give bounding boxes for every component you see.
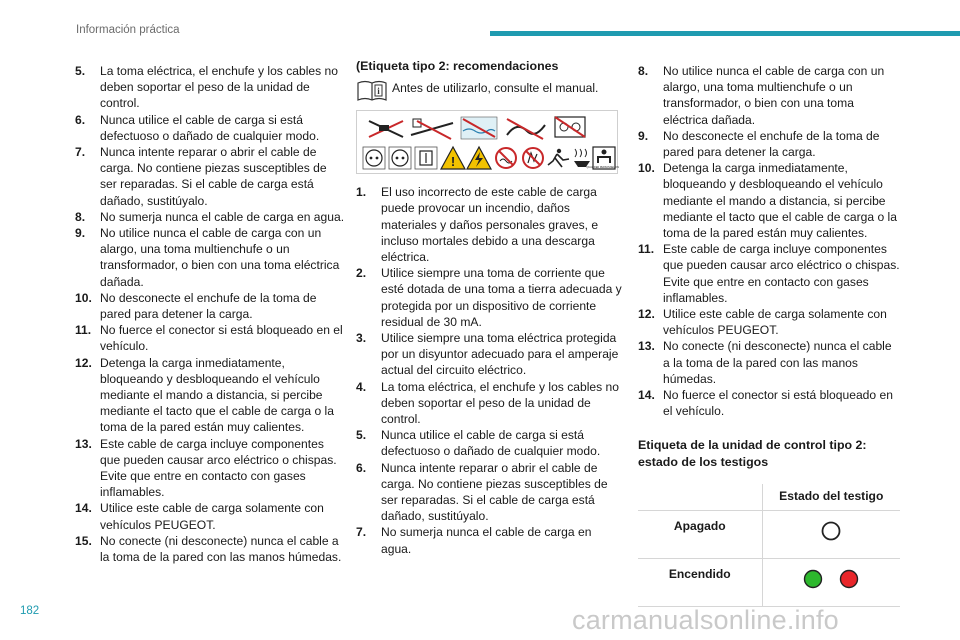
list-item-text: Nunca utilice el cable de carga si está defectuoso o dañado de cualquier modo. — [100, 112, 320, 143]
column-right — [638, 63, 900, 607]
list-item-text: La toma eléctrica, el enchufe y los cables no deben soportar el peso de la unidad de control. — [381, 379, 619, 427]
list-item-text: La toma eléctrica, el enchufe y los cables no deben soportar el peso de la unidad de control. — [100, 64, 338, 111]
list-item-text: No conecte (ni desconecte) nunca el cable a la toma de la pared con las manos húmedas. — [663, 339, 892, 386]
list-item — [75, 209, 345, 225]
header-accent-bar — [490, 31, 960, 36]
list-item — [638, 128, 900, 160]
list-item-number: 13. — [638, 339, 655, 354]
book-info-icon — [356, 80, 388, 102]
list-item-number: 11. — [638, 242, 655, 257]
svg-text:!: ! — [450, 154, 456, 170]
list-item — [75, 500, 345, 532]
list-item — [638, 160, 900, 241]
list-item-text: No utilice nunca el cable de carga con un alargo, una toma multienchufe o un transformador, o bien con una toma eléctrica dañada. — [100, 226, 340, 289]
list-item-number: 14. — [638, 388, 655, 403]
list-item-text: Detenga la carga inmediatamente, bloqueando y desbloqueando el vehículo mediante el mando a distancia, si percibe mediante el tacto que el cable de carga o la toma de la pared están muy calientes. — [100, 355, 334, 435]
list-item-number: 7. — [75, 145, 86, 160]
table-row — [638, 511, 900, 559]
list-item-text: No desconecte el enchufe de la toma de pared para detener la carga. — [100, 290, 317, 322]
lamp-cell-on — [762, 559, 900, 607]
row-label-on: Encendido — [638, 559, 762, 607]
list-item — [638, 338, 900, 387]
list-item-number: 11. — [75, 323, 92, 338]
list-item-number: 9. — [638, 128, 649, 143]
list-item — [75, 144, 345, 209]
list-item — [75, 63, 345, 112]
no-damaged-cable-icon — [507, 119, 545, 139]
hot-surface-icon — [574, 149, 590, 167]
list-item — [638, 306, 900, 338]
list-item-text: No desconecte el enchufe de la toma de pared para detener la carga. — [663, 128, 880, 160]
list-item — [356, 265, 622, 330]
list-item-text: Utilice siempre una toma de corriente que esté dotada de una toma a tierra adecuada y protegida por un dispositivo de corriente residual de 30 mA. — [381, 266, 622, 329]
list-item — [75, 290, 345, 322]
list-item-number: 4. — [356, 379, 367, 394]
svg-text:QUALIFIED PERSONNEL ONLY: QUALIFIED PERSONNEL ONLY — [586, 166, 619, 170]
qualified-personnel-icon — [587, 147, 619, 169]
manual-notice — [356, 80, 622, 102]
list-item — [356, 330, 622, 379]
lamp-cell-off — [762, 511, 900, 559]
list-item-text: No sumerja nunca el cable de carga en agua. — [100, 209, 345, 224]
manual-notice-text: Antes de utilizarlo, consulte el manual. — [392, 81, 599, 96]
no-water-circle-icon — [496, 148, 516, 168]
breaker-icon — [415, 147, 437, 169]
table-header-blank — [638, 484, 762, 511]
list-item-number: 7. — [356, 525, 367, 540]
list-item-text: Utilice este cable de carga solamente con vehículos PEUGEOT. — [663, 307, 887, 338]
list-item — [356, 184, 622, 265]
list-item-text: Nunca intente reparar o abrir el cable de carga. No contiene piezas susceptibles de ser reparadas. Si el cable de carga está dañado, sustitúyalo. — [381, 460, 608, 524]
lamp-red-icon — [841, 571, 858, 588]
list-item-number: 12. — [638, 307, 655, 322]
list-item-number: 6. — [75, 112, 86, 127]
list-item-text: Utilice siempre una toma eléctrica protegida por un disyuntor adecuado para el amperaje actual del circuito eléctrico. — [381, 331, 619, 378]
svg-text:i: i — [377, 86, 380, 97]
table-row — [638, 559, 900, 607]
list-item — [356, 379, 622, 428]
list-item-number: 12. — [75, 355, 92, 370]
list-item-text: Este cable de carga incluye componentes que pueden causar arco eléctrico o chispas. Evite que entre en contacto con gases inflamables. — [100, 436, 337, 500]
list-item-number: 5. — [75, 64, 86, 78]
list-item — [638, 63, 900, 128]
watermark: carmanualsonline.info — [572, 605, 839, 635]
no-water-icon — [461, 117, 497, 139]
list-item-text: No fuerce el conector si está bloqueado en el vehículo. — [663, 388, 893, 419]
list-item-number: 8. — [638, 64, 649, 78]
no-damaged-socket-icon — [555, 117, 585, 137]
list-item-number: 15. — [75, 533, 92, 548]
list-item — [75, 112, 345, 144]
list-item-number: 8. — [75, 209, 86, 224]
list-item — [638, 387, 900, 419]
list-item-number: 13. — [75, 436, 92, 451]
list-item — [75, 225, 345, 290]
list-item-text: Detenga la carga inmediatamente, bloqueando y desbloqueando el vehículo mediante el mando a distancia, si percibe mediante el tacto que el cable de carga o la toma de la pared están muy calientes. — [663, 161, 897, 241]
list-item-number: 10. — [638, 161, 655, 176]
warning-label-icons — [356, 110, 618, 174]
no-adapter-icon — [411, 119, 453, 139]
no-hands-wet-icon — [523, 148, 543, 168]
list-item-number: 14. — [75, 501, 92, 516]
section-title-control-unit: Etiqueta de la unidad de control tipo 2: estado de los testigos — [638, 438, 867, 469]
list-item-text: No utilice nunca el cable de carga con un alargo, una toma multienchufe o un transformador, o bien con una toma eléctrica dañada. — [663, 64, 885, 127]
lamp-green-icon — [805, 571, 822, 588]
list-item — [356, 427, 622, 459]
lamp-off-icon — [823, 523, 840, 540]
list-item-text: Este cable de carga incluye componentes que pueden causar arco eléctrico o chispas. Evite que entre en contacto con gases inflamables. — [663, 242, 900, 305]
no-extension-cord-icon — [369, 121, 403, 137]
list-item-number: 6. — [356, 460, 367, 475]
column-middle — [356, 59, 622, 557]
page-number: 182 — [20, 605, 40, 617]
row-label-off: Apagado — [638, 511, 762, 559]
list-item-number: 9. — [75, 226, 86, 241]
list-item — [356, 460, 622, 525]
list-item-text: Nunca utilice el cable de carga si está defectuoso o dañado de cualquier modo. — [381, 428, 601, 459]
list-item — [356, 524, 622, 556]
warning-triangle-icon — [441, 147, 465, 169]
list-item — [75, 436, 345, 501]
header-section-title: Información práctica — [76, 24, 180, 36]
trip-hazard-icon — [548, 149, 569, 167]
table-header-status: Estado del testigo — [762, 484, 900, 511]
list-item-text: No fuerce el conector si está bloqueado en el vehículo. — [100, 323, 343, 354]
list-item-text: Nunca intente reparar o abrir el cable de carga. No contiene piezas susceptibles de ser reparadas. Si el cable de carga está dañado, sustitúyalo. — [100, 145, 327, 208]
electric-shock-triangle-icon — [467, 147, 491, 169]
list-item-text: El uso incorrecto de este cable de carga puede provocar un incendio, daños materiales y daños personales graves, e incluso mortales debido a una descarga eléctrica. — [381, 185, 599, 265]
list-item — [75, 533, 345, 565]
list-item-number: 1. — [356, 185, 367, 200]
list-item-number: 2. — [356, 266, 367, 281]
list-item-text: Utilice este cable de carga solamente con vehículos PEUGEOT. — [100, 501, 324, 532]
list-item — [75, 322, 345, 354]
list-item-number: 3. — [356, 331, 367, 346]
indicator-status-table — [638, 484, 900, 607]
column-left — [75, 63, 345, 565]
list-item-number: 5. — [356, 428, 367, 443]
earthed-socket-icon — [363, 147, 385, 169]
list-item-text: No conecte (ni desconecte) nunca el cable a la toma de la pared con las manos húmedas. — [100, 533, 342, 565]
list-item-text: No sumerja nunca el cable de carga en agua. — [381, 525, 592, 556]
list-item — [75, 355, 345, 436]
list-item-number: 10. — [75, 290, 92, 305]
list-item — [638, 241, 900, 306]
section-title-recommendations: (Etiqueta tipo 2: recomendaciones — [356, 59, 559, 73]
rcd-socket-icon — [389, 147, 411, 169]
